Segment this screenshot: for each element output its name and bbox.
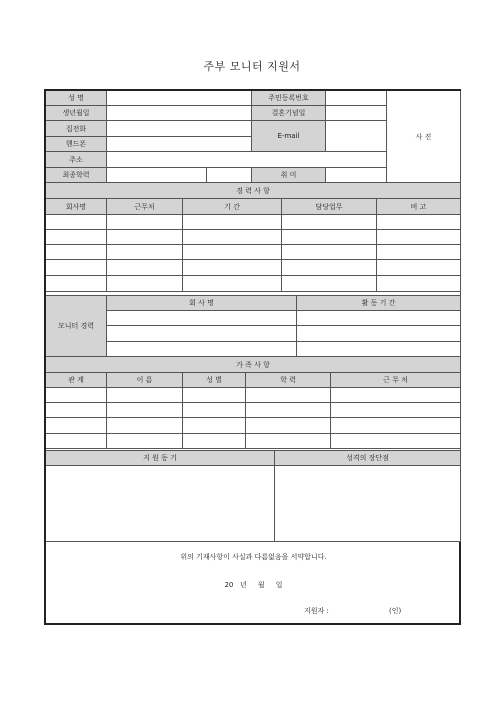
table-cell[interactable] xyxy=(46,260,107,276)
monitor-career-label: 모니터 경력 xyxy=(46,296,107,357)
address-label: 주소 xyxy=(46,152,107,168)
email-label: E-mail xyxy=(252,121,326,152)
table-cell[interactable] xyxy=(331,403,461,418)
home-phone-label: 집전화 xyxy=(46,121,107,137)
table-cell[interactable] xyxy=(46,245,107,260)
table-cell[interactable] xyxy=(183,388,246,403)
monitor-header-company: 회 사 명 xyxy=(107,296,297,311)
table-cell[interactable] xyxy=(46,215,107,230)
table-cell[interactable] xyxy=(282,215,377,230)
table-cell[interactable] xyxy=(282,230,377,245)
table-cell[interactable] xyxy=(282,276,377,292)
table-cell[interactable] xyxy=(331,388,461,403)
application-form xyxy=(44,89,461,625)
email-field[interactable] xyxy=(326,121,387,152)
education-extra-field[interactable] xyxy=(207,168,252,183)
family-header-gender: 성 별 xyxy=(183,373,246,388)
address-field[interactable] xyxy=(107,152,387,168)
motive-textarea[interactable] xyxy=(46,466,275,542)
table-cell[interactable] xyxy=(46,388,107,403)
pledge-statement: 위의 기재사항이 사실과 다름없음을 서약합니다. xyxy=(180,553,327,561)
table-cell[interactable] xyxy=(297,311,461,326)
table-cell[interactable] xyxy=(107,418,183,434)
birth-field[interactable] xyxy=(107,106,252,121)
career-section-title: 경 력 사 항 xyxy=(46,183,461,199)
table-cell[interactable] xyxy=(377,215,461,230)
home-phone-field[interactable] xyxy=(107,121,252,137)
family-header-workplace: 근 무 처 xyxy=(331,373,461,388)
table-cell[interactable] xyxy=(46,230,107,245)
birth-label: 생년월일 xyxy=(46,106,107,121)
table-cell[interactable] xyxy=(183,260,282,276)
table-cell[interactable] xyxy=(107,403,183,418)
table-cell[interactable] xyxy=(183,403,246,418)
table-cell[interactable] xyxy=(46,418,107,434)
hobby-label: 취 미 xyxy=(252,168,326,183)
table-cell[interactable] xyxy=(107,388,183,403)
table-cell[interactable] xyxy=(183,245,282,260)
mobile-field[interactable] xyxy=(107,137,252,152)
career-header-workplace: 근무처 xyxy=(107,199,183,215)
table-cell[interactable] xyxy=(246,418,331,434)
table-cell[interactable] xyxy=(331,434,461,449)
seal-label: (인) xyxy=(389,607,402,615)
family-header-name: 이 름 xyxy=(107,373,183,388)
table-cell[interactable] xyxy=(46,276,107,292)
career-header-duty: 담당업무 xyxy=(282,199,377,215)
table-cell[interactable] xyxy=(331,418,461,434)
table-cell[interactable] xyxy=(107,260,183,276)
anniversary-field[interactable] xyxy=(326,106,387,121)
personality-label: 성격의 장단점 xyxy=(275,451,461,466)
table-cell[interactable] xyxy=(107,311,297,326)
career-header-remarks: 비 고 xyxy=(377,199,461,215)
table-cell[interactable] xyxy=(246,434,331,449)
hobby-field[interactable] xyxy=(326,168,387,183)
table-cell[interactable] xyxy=(377,245,461,260)
table-cell[interactable] xyxy=(377,276,461,292)
name-label: 성 명 xyxy=(46,91,107,106)
pledge-date: 20 년 월 일 xyxy=(224,581,283,589)
table-cell[interactable] xyxy=(282,245,377,260)
table-cell[interactable] xyxy=(183,276,282,292)
monitor-header-period: 활 동 기 간 xyxy=(297,296,461,311)
rrn-field[interactable] xyxy=(326,91,387,106)
table-cell[interactable] xyxy=(183,215,282,230)
motive-label: 지 원 동 기 xyxy=(46,451,275,466)
family-header-education: 학 력 xyxy=(246,373,331,388)
family-header-relation: 관 계 xyxy=(46,373,107,388)
table-cell[interactable] xyxy=(46,403,107,418)
education-label: 최종학력 xyxy=(46,168,107,183)
family-section-title: 가 족 사 항 xyxy=(46,357,461,373)
table-cell[interactable] xyxy=(183,230,282,245)
table-cell[interactable] xyxy=(107,245,183,260)
table-cell[interactable] xyxy=(297,342,461,357)
table-cell[interactable] xyxy=(107,276,183,292)
table-cell[interactable] xyxy=(377,230,461,245)
table-cell[interactable] xyxy=(246,388,331,403)
name-field[interactable] xyxy=(107,91,252,106)
table-cell[interactable] xyxy=(107,215,183,230)
photo-box: 사 진 xyxy=(387,91,461,183)
applicant-label: 지원자 : xyxy=(304,607,329,615)
mobile-label: 핸드폰 xyxy=(46,137,107,152)
table-cell[interactable] xyxy=(297,326,461,342)
anniversary-label: 결혼기념일 xyxy=(252,106,326,121)
page-title: 주부 모니터 지원서 xyxy=(203,60,301,73)
education-field[interactable] xyxy=(107,168,207,183)
career-header-period: 기 간 xyxy=(183,199,282,215)
table-cell[interactable] xyxy=(107,326,297,342)
table-cell[interactable] xyxy=(183,434,246,449)
table-cell[interactable] xyxy=(377,260,461,276)
table-cell[interactable] xyxy=(282,260,377,276)
table-cell[interactable] xyxy=(107,342,297,357)
table-cell[interactable] xyxy=(107,230,183,245)
table-cell[interactable] xyxy=(246,403,331,418)
personality-textarea[interactable] xyxy=(275,466,461,542)
rrn-label: 주민등록번호 xyxy=(252,91,326,106)
table-cell[interactable] xyxy=(183,418,246,434)
table-cell[interactable] xyxy=(107,434,183,449)
career-header-company: 회사명 xyxy=(46,199,107,215)
table-cell[interactable] xyxy=(46,434,107,449)
